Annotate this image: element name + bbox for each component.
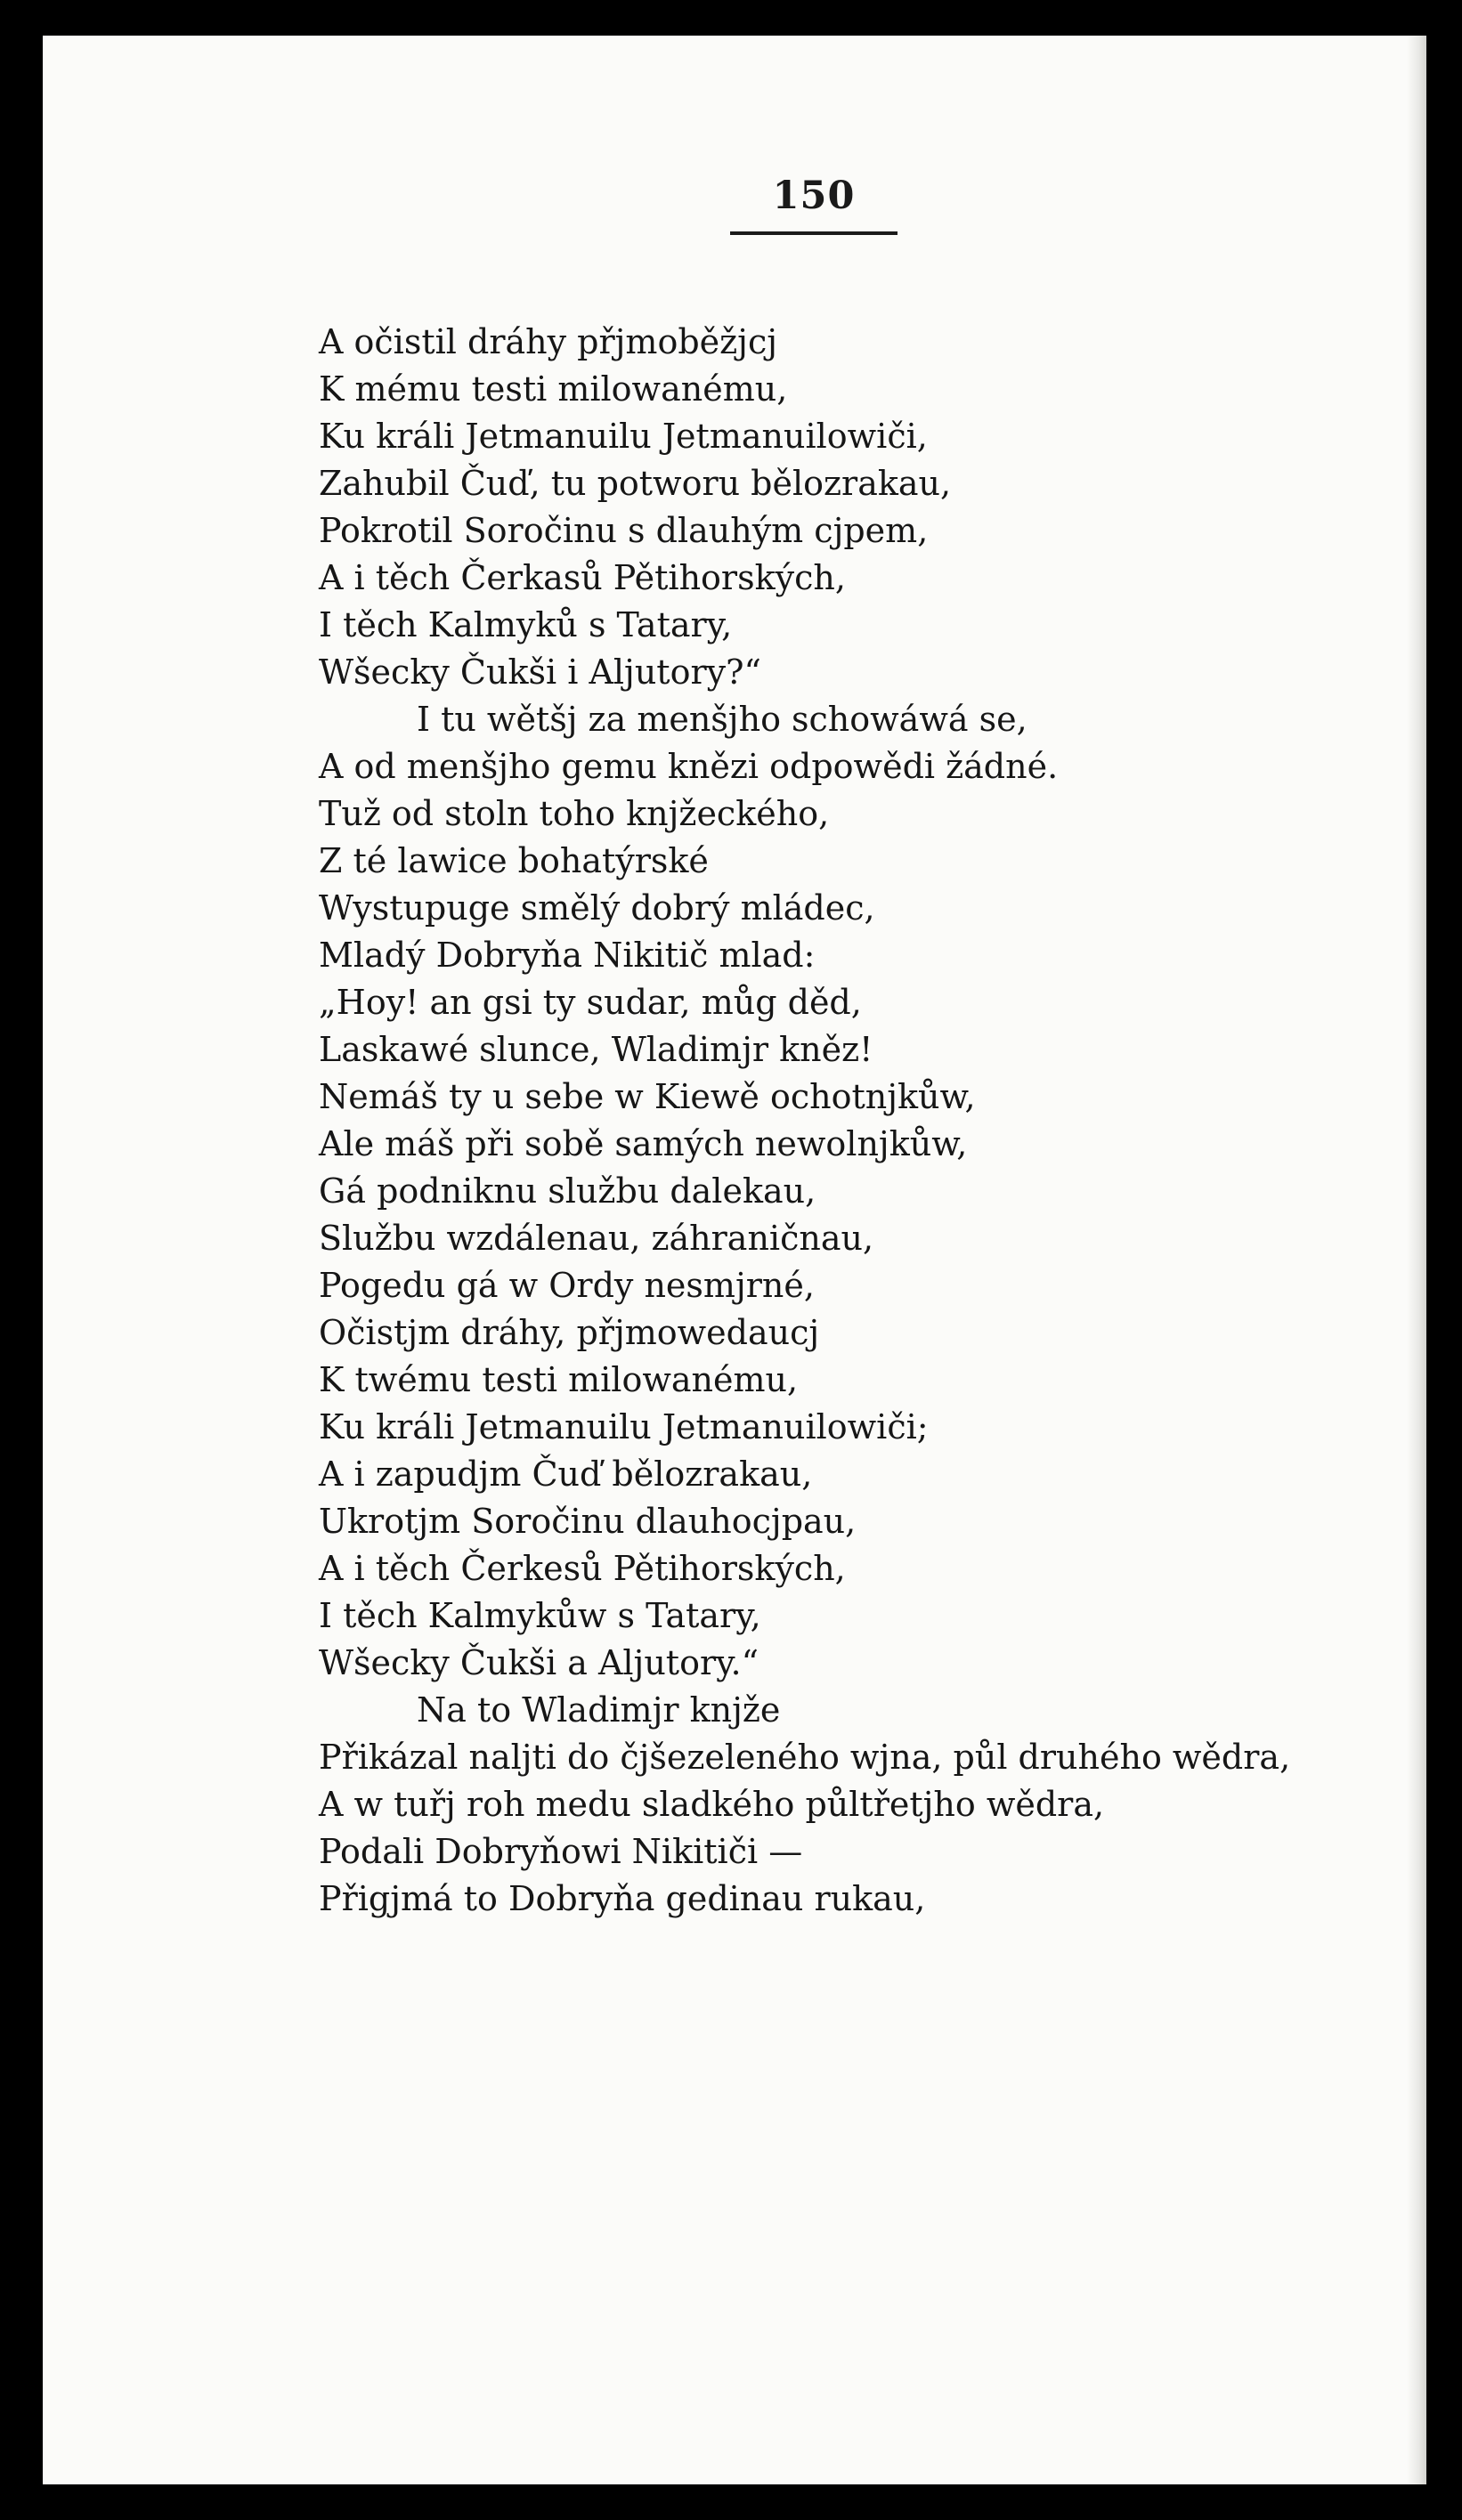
poem-line: K twému testi milowanému, — [319, 1360, 799, 1399]
poem-line: I těch Kalmyků s Tatary, — [319, 605, 733, 644]
poem-line: Wšecky Čukši i Aljutory?“ — [319, 652, 761, 692]
poem-line: A i zapudjm Čuď bělozrakau, — [319, 1454, 813, 1494]
poem-line: Ku králi Jetmanuilu Jetmanuilowiči; — [319, 1407, 929, 1446]
poem-line: Zahubil Čuď, tu potworu bělozrakau, — [319, 464, 952, 503]
poem-line: Na to Wladimjr knjže — [417, 1690, 781, 1730]
poem-line: Pogedu gá w Ordy nesmjrné, — [319, 1266, 815, 1305]
poem-line: Mladý Dobryňa Nikitič mlad: — [319, 936, 816, 975]
poem-line: Wystupuge smělý dobrý mládec, — [319, 888, 875, 928]
poem-line: I tu wětšj za menšjho schowáwá se, — [417, 700, 1027, 739]
poem-text — [319, 319, 1290, 1923]
poem-line: A i těch Čerkasů Pětihorských, — [319, 558, 846, 597]
poem-line: Přikázal naljti do čjšezeleného wjna, půl druhého wědra, — [319, 1738, 1291, 1777]
poem-line: Gá podniknu službu dalekau, — [319, 1171, 816, 1211]
page-header — [730, 169, 898, 235]
poem-line: Očistjm dráhy, přjmowedaucj — [319, 1313, 820, 1352]
page-number: 150 — [772, 174, 856, 218]
book-page — [43, 36, 1426, 2484]
poem-line: Z té lawice bohatýrské — [319, 841, 709, 880]
poem-line: A od menšjho gemu knězi odpowědi žádné. — [319, 747, 1059, 786]
poem-line: Nemáš ty u sebe w Kiewě ochotnjkůw, — [319, 1077, 976, 1116]
poem-line: Podali Dobryňowi Nikitiči — — [319, 1832, 803, 1871]
poem-line: Wšecky Čukši a Aljutory.“ — [319, 1643, 759, 1682]
poem-line: A očistil dráhy přjmoběžjcj — [319, 322, 778, 361]
poem-line: Přigjmá to Dobryňa gedinau rukau, — [319, 1879, 926, 1918]
header-rule — [730, 231, 898, 235]
poem-line: A w tuřj roh medu sladkého půltřetjho wědra, — [319, 1785, 1105, 1824]
poem-line: A i těch Čerkesů Pětihorských, — [319, 1549, 846, 1588]
poem-line: Ku králi Jetmanuilu Jetmanuilowiči, — [319, 417, 928, 456]
poem-line: Pokrotil Soročinu s dlauhým cjpem, — [319, 511, 929, 550]
poem-line: „Hoy! an gsi ty sudar, můg děd, — [319, 983, 862, 1022]
poem-line: I těch Kalmykůw s Tatary, — [319, 1596, 761, 1635]
poem-line: K mému testi milowanému, — [319, 369, 788, 409]
poem-line: Ale máš při sobě samých newolnjkůw, — [319, 1124, 968, 1163]
poem-line: Ukrotjm Soročinu dlauhocjpau, — [319, 1502, 857, 1541]
poem-line: Službu wzdálenau, záhraničnau, — [319, 1219, 874, 1258]
poem-line: Laskawé slunce, Wladimjr kněz! — [319, 1030, 873, 1069]
poem-line: Tuž od stoln toho knjžeckého, — [319, 794, 830, 833]
page-edge — [1407, 36, 1426, 2484]
